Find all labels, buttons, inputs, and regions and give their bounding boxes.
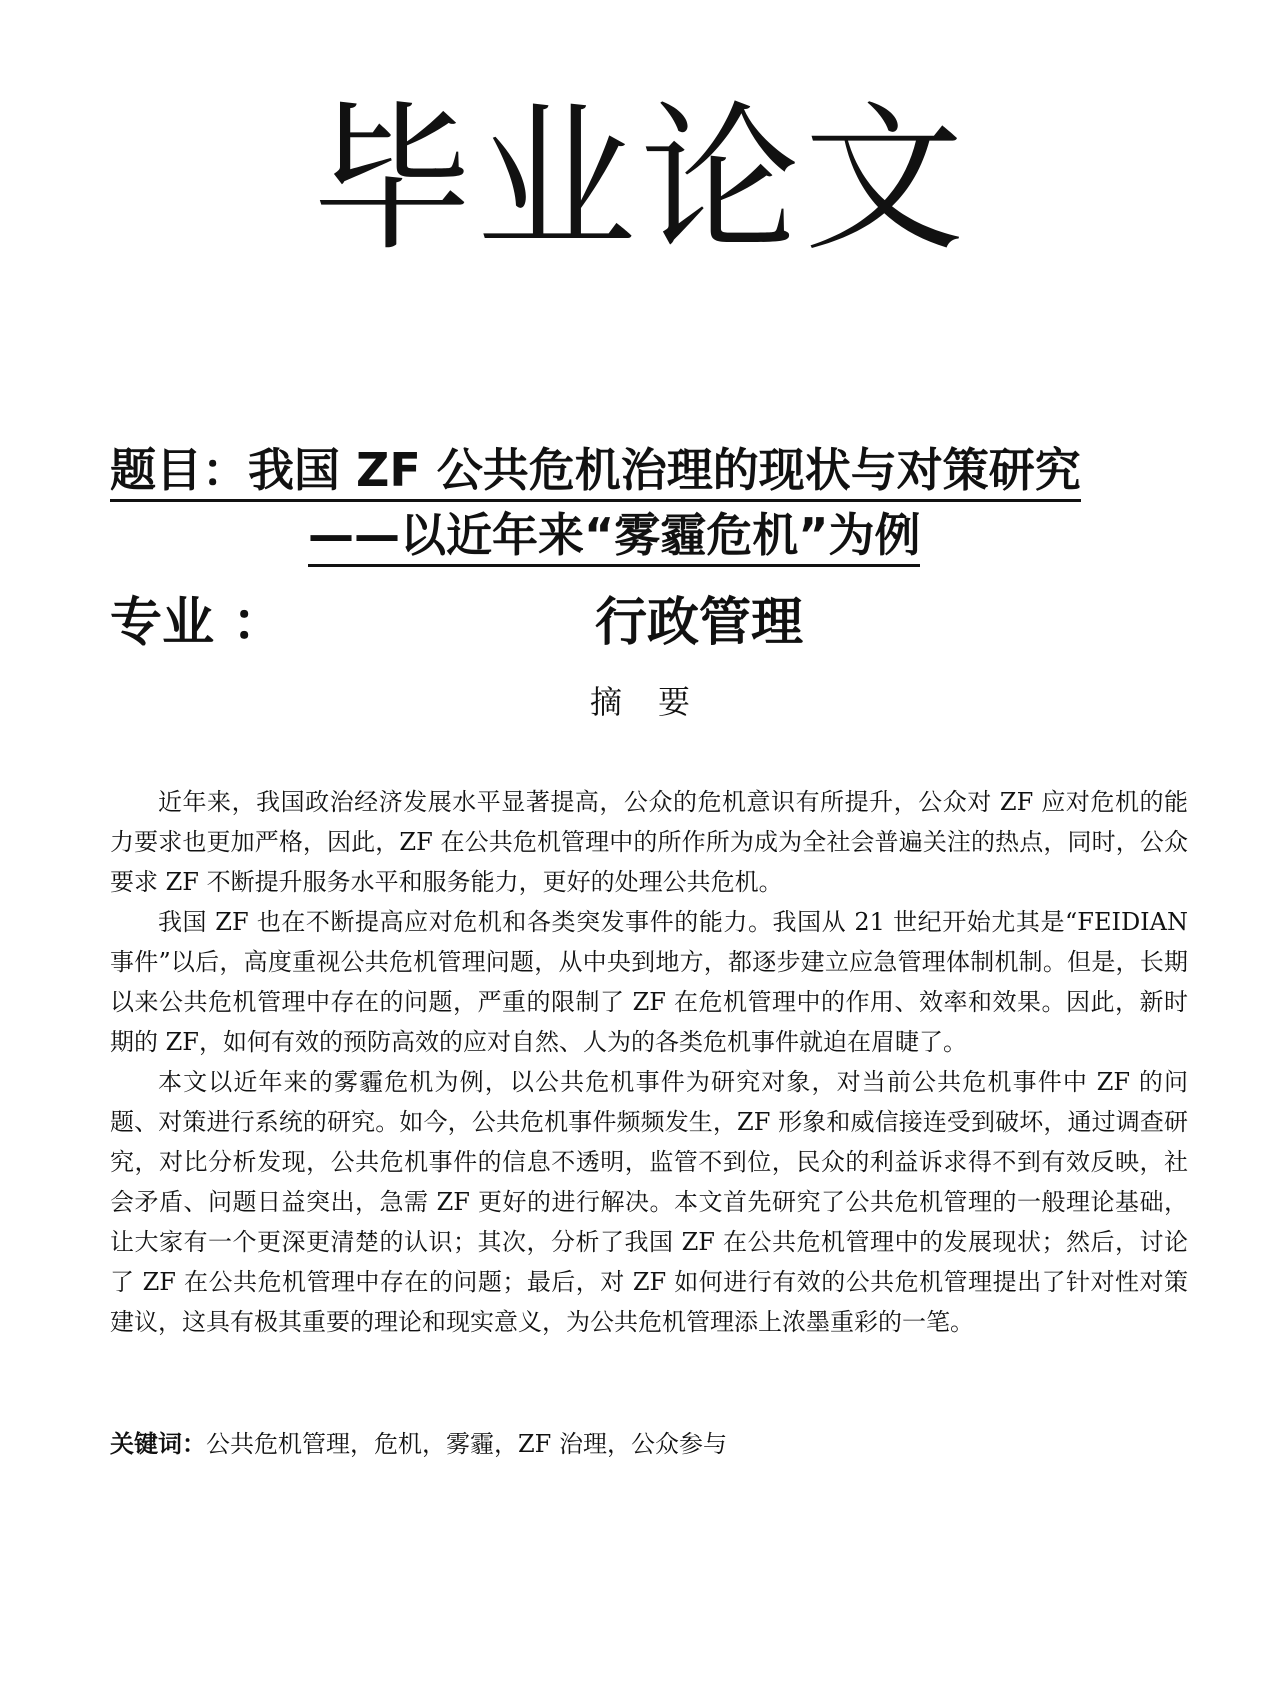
abstract-paragraph: 我国 ZF 也在不断提高应对危机和各类突发事件的能力。我国从 21 世纪开始尤其是“FEIDIAN 事件”以后，高度重视公共危机管理问题，从中央到地方，都逐步建立应急管理体制机制。但是，长期以来公共危机管理中存在的问题，严重的限制了 ZF 在危机管理中的作用、效率和效果。因此，新时期的 ZF，如何有效的预防高效的应对自然、人为的各类危机事件就迫在眉睫了。	[110, 908, 1188, 1056]
abstract-paragraph: 本文以近年来的雾霾危机为例，以公共危机事件为研究对象，对当前公共危机事件中 ZF 的问题、对策进行系统的研究。如今，公共危机事件频频发生，ZF 形象和威信接连受到破坏，通过调查研究，对比分析发现，公共危机事件的信息不透明，监管不到位，民众的利益诉求得不到有效反映，社会矛盾、问题日益突出，急需 ZF 更好的进行解决。本文首先研究了公共危机管理的一般理论基础，让大家有一个更深更清楚的认识；其次，分析了我国 ZF 在公共危机管理中的发展现状；然后，讨论了 ZF 在公共危机管理中存在的问题；最后，对 ZF 如何进行有效的公共危机管理提出了针对性对策建议，这具有极其重要的理论和现实意义，为公共危机管理添上浓墨重彩的一笔。	[110, 1068, 1188, 1336]
abstract-body	[110, 782, 1188, 1342]
abstract-paragraph: 近年来，我国政治经济发展水平显著提高，公众的危机意识有所提升，公众对 ZF 应对危机的能力要求也更加严格，因此，ZF 在公共危机管理中的所作所为成为全社会普遍关注的热点，同时，公众要求 ZF 不断提升服务水平和服务能力，更好的处理公共危机。	[110, 788, 1188, 896]
topic-subtitle-line2	[308, 505, 1008, 565]
keywords-label: 关键词：	[110, 1430, 206, 1458]
topic-title-line1	[110, 440, 1170, 500]
major-label: 专业 ：	[110, 593, 285, 653]
keywords-value: 公共危机管理，危机，雾霾，ZF 治理，公众参与	[206, 1430, 727, 1458]
major-row	[110, 588, 1170, 658]
main-title: 毕业论文	[311, 86, 968, 273]
topic-subtitle-text: ——以近年来“雾霾危机”为例	[308, 508, 920, 567]
topic-title-text: 题目：我国 ZF 公共危机治理的现状与对策研究	[110, 443, 1081, 502]
keywords-row	[110, 1424, 1170, 1464]
abstract-heading: 摘要	[589, 683, 726, 721]
major-value: 行政管理	[595, 593, 804, 653]
